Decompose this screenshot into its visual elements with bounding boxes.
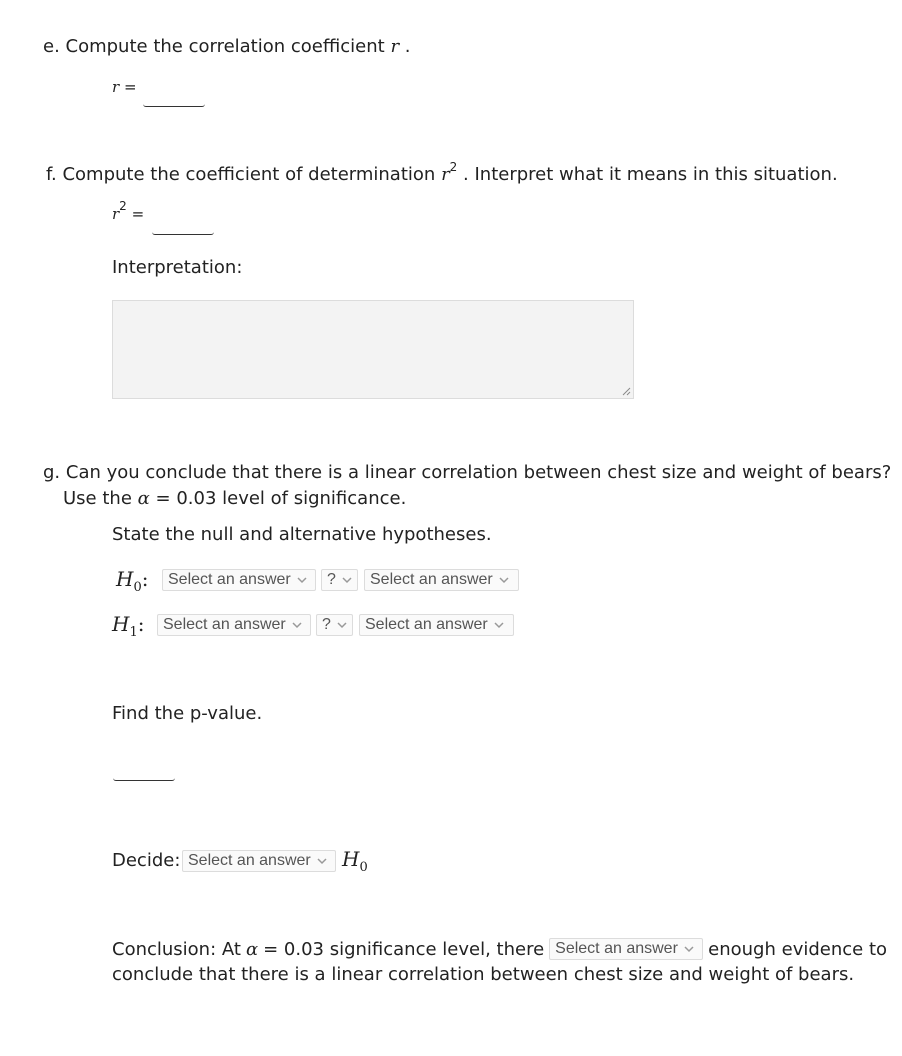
h1-sub: 1 (129, 625, 138, 640)
part-e-text: e. Compute the correlation coefficient (43, 36, 385, 57)
select-text: Select an answer (365, 616, 488, 633)
resize-handle-icon[interactable] (621, 386, 631, 396)
conclusion-select[interactable] (549, 938, 703, 960)
r2-answer-label (112, 199, 145, 223)
decide-label: Decide: (112, 850, 181, 871)
h0-sub: 0 (133, 580, 142, 595)
alpha-symbol: α (137, 488, 150, 509)
select-text: ? (322, 616, 331, 633)
h0-value-select[interactable] (364, 569, 519, 591)
h1-parameter-select[interactable] (157, 614, 311, 636)
r2-label-eq: = (131, 205, 145, 223)
conclusion-line1 (112, 938, 887, 960)
h0-colon: : (141, 567, 149, 591)
r-label-eq: = (123, 78, 137, 96)
h0-parameter-select[interactable] (162, 569, 316, 591)
r-label-var: r (112, 78, 120, 96)
part-f-suffix: . Interpret what it means in this situation. (463, 164, 838, 185)
part-g-question-line1: g. Can you conclude that there is a linear correlation between chest size and weight of bears? (43, 462, 892, 483)
h1-value-select[interactable] (359, 614, 514, 636)
conclusion-line2: conclude that there is a linear correlation between chest size and weight of bears. (112, 964, 855, 985)
interpretation-label: Interpretation: (112, 257, 243, 278)
part-f-text: f. Compute the coefficient of determination (46, 164, 436, 185)
select-text: Select an answer (370, 571, 493, 588)
chevron-down-icon (498, 576, 510, 584)
exp-2: 2 (449, 160, 458, 174)
r-answer-input[interactable] (143, 88, 205, 107)
decide-h0-sub: 0 (359, 860, 368, 875)
part-e-question (43, 36, 411, 57)
part-g-question-line2 (63, 488, 406, 509)
chevron-down-icon (336, 621, 348, 629)
var-r: r (390, 36, 400, 57)
conclusion-mid: = 0.03 significance level, there (263, 938, 545, 960)
decide-h0-var: H (342, 847, 360, 871)
conclusion-alpha: α (245, 938, 259, 960)
h0-operator-select[interactable] (321, 569, 358, 591)
r2-label-exp: 2 (119, 199, 127, 213)
r-answer-label (112, 78, 137, 96)
chevron-down-icon (493, 621, 505, 629)
decide-select[interactable] (182, 850, 336, 872)
select-text: Select an answer (188, 852, 311, 869)
select-text: Select an answer (555, 940, 678, 957)
h1-var: H (112, 612, 130, 636)
var-r2: r (441, 164, 450, 185)
pvalue-input[interactable] (113, 762, 175, 781)
conclusion-suffix: enough evidence to (708, 938, 888, 960)
select-text: Select an answer (163, 616, 286, 633)
h0-var: H (116, 567, 134, 591)
h1-label (112, 612, 145, 640)
chevron-down-icon (316, 857, 328, 865)
chevron-down-icon (341, 576, 353, 584)
line2-prefix: Use the (63, 488, 132, 509)
conclusion-prefix: Conclusion: At (112, 938, 241, 960)
decide-h0 (342, 847, 368, 875)
h0-label (116, 567, 149, 595)
line2-suffix: = 0.03 level of significance. (155, 488, 407, 509)
pvalue-prompt: Find the p-value. (112, 703, 263, 724)
part-f-question (46, 160, 838, 185)
r2-answer-input[interactable] (152, 216, 214, 235)
hypotheses-prompt: State the null and alternative hypotheses. (112, 524, 492, 545)
chevron-down-icon (296, 576, 308, 584)
h1-operator-select[interactable] (316, 614, 353, 636)
interpretation-textarea[interactable] (112, 300, 634, 399)
chevron-down-icon (683, 945, 695, 953)
part-e-suffix: . (404, 36, 411, 57)
select-text: ? (327, 571, 336, 588)
r2-label-var: r (112, 205, 120, 223)
chevron-down-icon (291, 621, 303, 629)
h1-colon: : (137, 612, 145, 636)
select-text: Select an answer (168, 571, 291, 588)
